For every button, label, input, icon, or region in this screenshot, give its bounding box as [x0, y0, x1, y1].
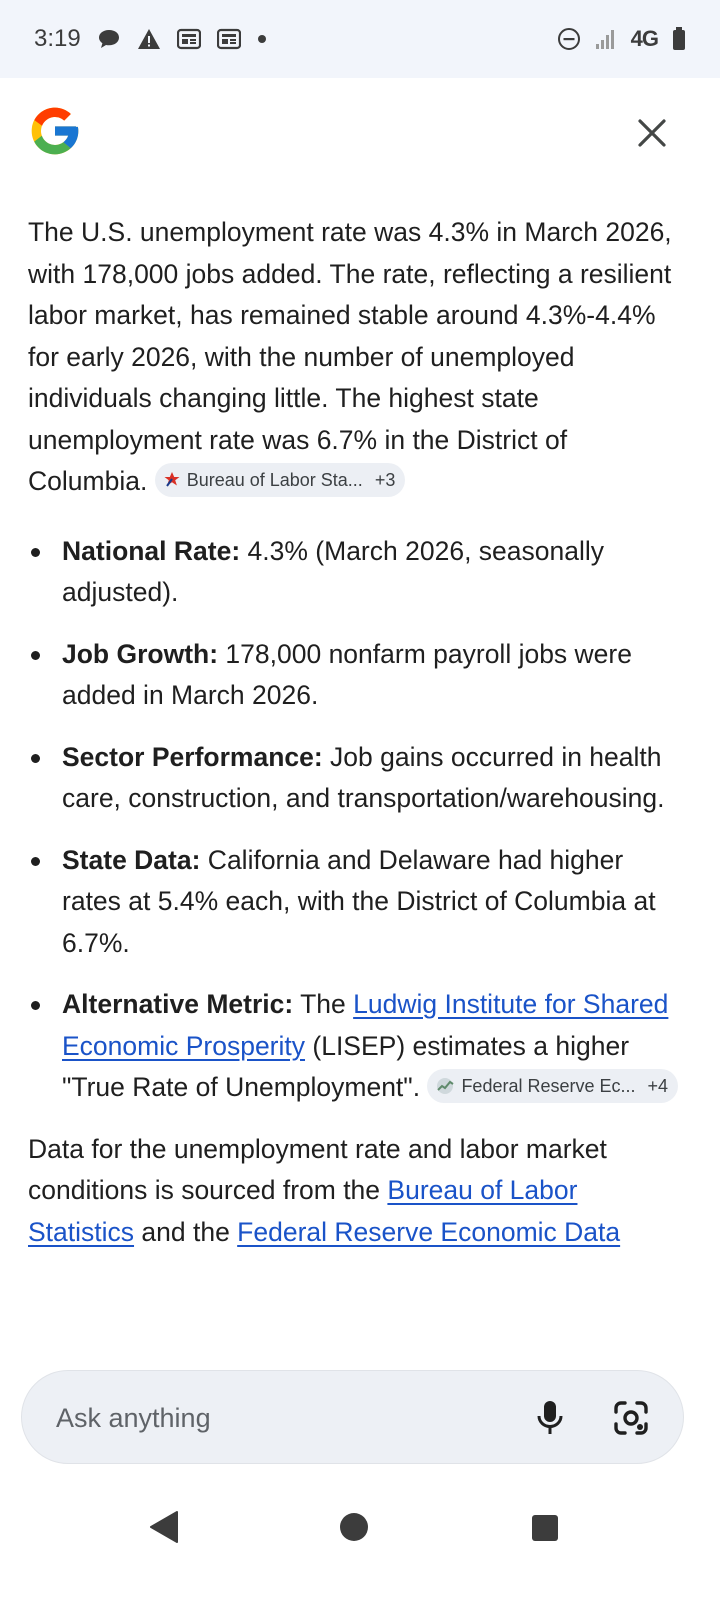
lens-search-button[interactable]: [611, 1398, 651, 1438]
ask-input[interactable]: [56, 1371, 506, 1465]
bullet-label: Job Growth:: [62, 638, 219, 669]
status-time: 3:19: [34, 25, 81, 52]
dot-icon: [257, 34, 267, 44]
bullet-text: (LISEP) estimates a higher "True Rate of Unemployment".: [62, 1030, 630, 1102]
source-chip-count: +4: [647, 1076, 669, 1096]
bullet-text: California and Delaware had higher rates at 5.4% each, with the District of Columbia at 6.7%.: [62, 844, 656, 958]
bullet-text: The: [293, 989, 354, 1019]
status-bar: [0, 0, 720, 78]
footer-text: and the: [134, 1216, 238, 1247]
bullet-label: Alternative Metric:: [62, 989, 294, 1019]
bullet-label: State Data:: [62, 844, 201, 875]
source-chip-label: Bureau of Labor Sta...: [186, 470, 363, 490]
google-g-logo: [27, 102, 83, 165]
lisep-link[interactable]: Ludwig Institute for Shared Economic Prosperity: [62, 989, 669, 1061]
close-icon: [636, 117, 668, 149]
app-header: [0, 78, 720, 190]
network-label: 4G: [630, 26, 658, 51]
bullet-text: 4.3% (March 2026, seasonally adjusted).: [62, 535, 605, 607]
bls-link[interactable]: Bureau of Labor Statistics: [28, 1175, 578, 1247]
list-item: [28, 984, 688, 1109]
intro-text: The U.S. unemployment rate was 4.3% in March 2026, with 178,000 jobs added. The rate, reflecting a resilient labor market, has remained stable around 4.3%-4.4% for early 2026, with the number of unemployed individuals changing little. The highest state unemployment rate was 6.7% in the District of Columbia.: [28, 217, 672, 496]
back-button[interactable]: [147, 1510, 179, 1549]
source-chip-label: Federal Reserve Ec...: [461, 1076, 636, 1096]
source-chip[interactable]: [427, 1069, 678, 1103]
status-right: [557, 26, 686, 52]
answer-footer: [28, 1129, 688, 1254]
bullet-label: National Rate:: [62, 535, 241, 566]
status-left: [34, 25, 267, 53]
answer-intro: [28, 212, 688, 503]
bullet-text: Job gains occurred in health care, construction, and transportation/warehousing.: [62, 741, 665, 813]
bullet-label: Sector Performance:: [62, 741, 323, 772]
source-chip[interactable]: [155, 463, 406, 497]
fred-logo-icon: [435, 1077, 455, 1095]
bls-logo-icon: [163, 471, 181, 489]
voice-search-button[interactable]: [530, 1398, 570, 1438]
footer-text: Data for the unemployment rate and labor market conditions is sourced from the: [28, 1133, 607, 1205]
source-chip-count: +3: [374, 470, 396, 490]
list-item: [28, 737, 688, 820]
home-icon: [339, 1512, 369, 1542]
close-button[interactable]: [632, 113, 672, 153]
list-item: [28, 531, 688, 614]
list-item: [28, 840, 688, 965]
key-facts-list: [28, 531, 688, 1109]
news-icon: [177, 28, 201, 50]
warning-icon: [137, 28, 161, 50]
system-nav-bar: [0, 1490, 720, 1600]
signal-icon: [595, 28, 617, 50]
battery-icon: [672, 27, 686, 51]
list-item: [28, 634, 688, 717]
bullet-text: 178,000 nonfarm payroll jobs were added in March 2026.: [62, 638, 632, 710]
ask-bar: [21, 1370, 684, 1464]
microphone-icon: [537, 1400, 563, 1436]
content-fade: [0, 1340, 720, 1370]
home-button[interactable]: [339, 1512, 369, 1547]
fred-link[interactable]: Federal Reserve Economic Data: [237, 1216, 621, 1247]
recents-icon: [531, 1514, 559, 1542]
ai-answer: [28, 212, 688, 1253]
message-icon: [97, 28, 121, 50]
news-icon: [217, 28, 241, 50]
do-not-disturb-icon: [557, 27, 581, 51]
back-icon: [147, 1510, 179, 1544]
camera-lens-icon: [613, 1400, 649, 1436]
recents-button[interactable]: [531, 1514, 559, 1547]
